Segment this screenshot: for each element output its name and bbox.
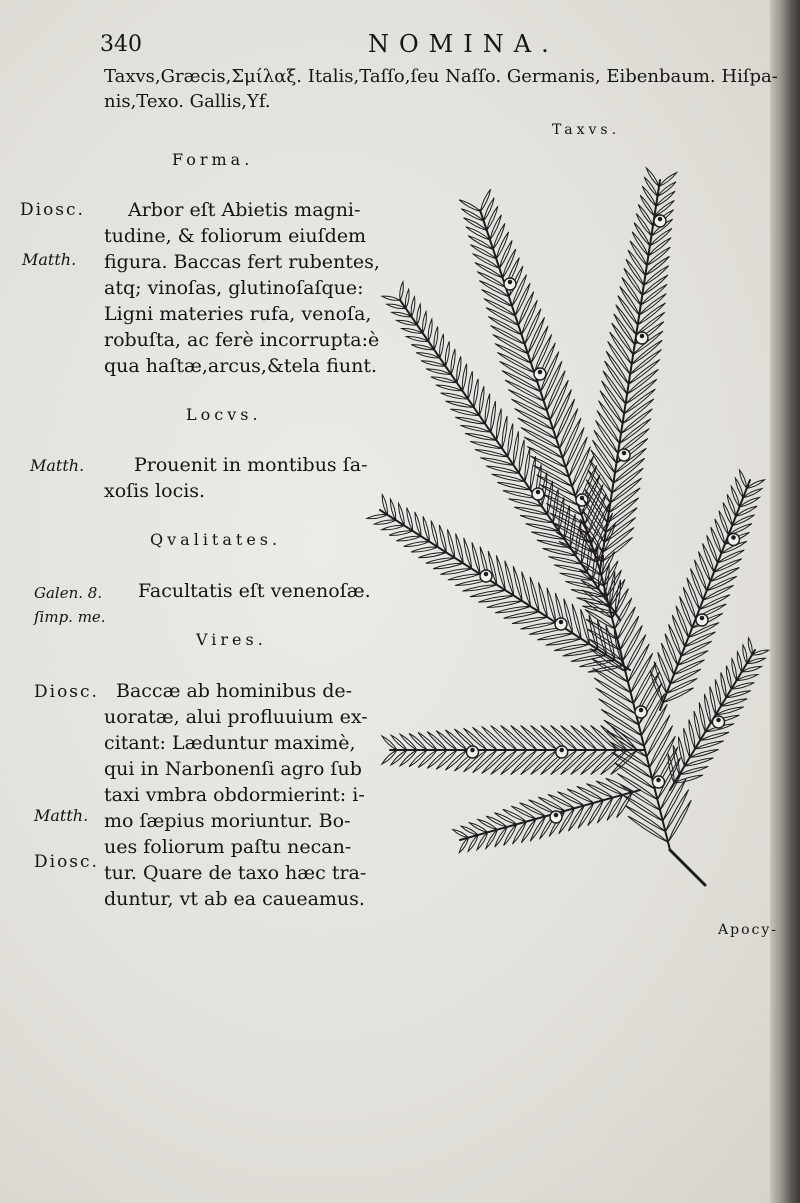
text-line: qua haſtæ,arcus,&tela fiunt. <box>104 355 378 377</box>
text-line: xoſis locis. <box>104 480 206 502</box>
figure-caption: Taxvs. <box>552 122 621 138</box>
text-line: duntur, vt ab ea caueamus. <box>104 888 365 910</box>
section-heading-locus: Locvs. <box>186 405 262 424</box>
text-line: atq; vinoſas, glutinoſaſque: <box>104 277 364 299</box>
section-heading-vires: Vires. <box>196 630 267 649</box>
section-heading-qualitates: Qvalitates. <box>150 530 282 549</box>
margin-note: Matth. <box>30 456 85 475</box>
text-line: mo ſæpius moriuntur. Bo- <box>104 810 351 832</box>
margin-note: Galen. 8. <box>34 584 103 602</box>
text-line: uoratæ, alui profluuium ex- <box>104 706 368 728</box>
text-line: robuſta, ac ferè incorrupta:è <box>104 329 380 351</box>
yew-branch-woodcut-illustration <box>360 150 770 890</box>
text-line: tudine, & foliorum eiuſdem <box>104 225 367 247</box>
margin-note: Diosc. <box>20 200 85 220</box>
text-line: citant: Læduntur maximè, <box>104 732 356 754</box>
text-line: Ligni materies rufa, venoſa, <box>104 303 372 325</box>
page-number: 340 <box>100 32 142 57</box>
section-heading-forma: Forma. <box>172 150 254 169</box>
text-line: qui in Narbonenſi agro ſub <box>104 758 362 780</box>
text-line: Arbor eſt Abietis magni- <box>128 199 361 221</box>
synonyms-line-2: nis,Texo. Gallis,Yf. <box>104 91 271 112</box>
margin-note: ſimp. me. <box>34 608 106 626</box>
text-line: Baccæ ab hominibus de- <box>116 680 353 702</box>
text-line: Facultatis eſt venenoſæ. <box>138 580 371 602</box>
margin-note: Diosc. <box>34 682 99 702</box>
text-line: taxi vmbra obdormierint: i- <box>104 784 365 806</box>
running-head: NOMINA. <box>368 30 559 58</box>
catchword: Apocy- <box>718 922 778 938</box>
text-line: Prouenit in montibus ſa- <box>134 454 368 476</box>
text-line: ues foliorum paſtu necan- <box>104 836 352 858</box>
margin-note: Diosc. <box>34 852 99 872</box>
page-edge-shadow <box>770 0 800 1203</box>
text-line: tur. Quare de taxo hæc tra- <box>104 862 367 884</box>
text-line: figura. Baccas fert rubentes, <box>104 251 380 273</box>
margin-note: Matth. <box>34 806 89 825</box>
synonyms-line-1: Taxvs,Græcis,Σμίλαξ. Italis,Taſſo,ſeu Naſſo. Germanis, Eibenbaum. Hiſpa- <box>104 66 778 87</box>
margin-note: Matth. <box>22 250 77 269</box>
